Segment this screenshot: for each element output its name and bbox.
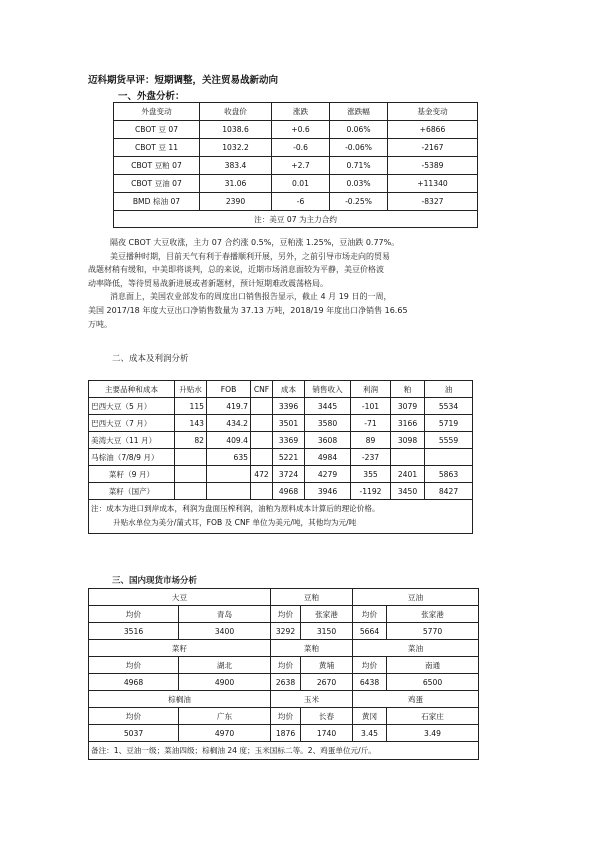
- paragraph-line: 万吨。: [88, 319, 112, 329]
- spot-market-table: [88, 588, 479, 760]
- table-cell: 8427: [425, 483, 473, 500]
- table-cell: [207, 466, 251, 483]
- section3-heading: 三、国内现货市场分析: [112, 576, 198, 586]
- analysis-paragraph: [88, 236, 508, 331]
- table-cell: +11340: [388, 175, 478, 193]
- category-row: [89, 640, 479, 657]
- table-cell: -101: [351, 398, 391, 415]
- table-cell: 4968: [273, 483, 305, 500]
- table-cell: [175, 466, 207, 483]
- table-header-row: [89, 381, 473, 398]
- table-cell: -0.25%: [330, 193, 388, 211]
- table-cell: CBOT 豆油 07: [114, 175, 200, 193]
- column-header: 涨跌: [272, 103, 330, 121]
- value-row: [89, 674, 479, 691]
- category-name: 菜油: [353, 640, 479, 657]
- table-cell: [175, 483, 207, 500]
- category-name: 大豆: [89, 589, 271, 606]
- table-cell: [207, 483, 251, 500]
- table-row: [89, 483, 473, 500]
- table-cell: +0.6: [272, 121, 330, 139]
- column-header: 外盘变动: [114, 103, 200, 121]
- price-value: 6500: [387, 674, 479, 691]
- table-cell: 89: [351, 432, 391, 449]
- column-label: 广东: [179, 708, 271, 725]
- column-label: 湖北: [179, 657, 271, 674]
- table-cell: 5719: [425, 415, 473, 432]
- value-row: [89, 623, 479, 640]
- table-cell: -237: [351, 449, 391, 466]
- paragraph-line: 美豆播种时期，目前天气有利于春播顺利开展，另外，之前引导市场走向的贸易: [110, 251, 390, 261]
- table-cell: -71: [351, 415, 391, 432]
- column-label: 均价: [353, 657, 387, 674]
- table-cell: 5221: [273, 449, 305, 466]
- column-header: 成本: [273, 381, 305, 398]
- table-cell: 3396: [273, 398, 305, 415]
- table-cell: 434.2: [207, 415, 251, 432]
- section2-heading: 二、成本及利润分析: [112, 354, 189, 364]
- price-value: 1876: [271, 725, 301, 742]
- table-cell: 3608: [305, 432, 351, 449]
- table-cell: 0.01: [272, 175, 330, 193]
- category-name: 豆粕: [271, 589, 353, 606]
- table-row: [114, 193, 478, 211]
- label-row: [89, 606, 479, 623]
- price-value: 3.49: [387, 725, 479, 742]
- category-name: 豆油: [353, 589, 479, 606]
- column-header: CNF: [251, 381, 273, 398]
- table-note-row: [89, 500, 473, 534]
- table-cell: +2.7: [272, 157, 330, 175]
- table-cell: 5534: [425, 398, 473, 415]
- price-value: 6438: [353, 674, 387, 691]
- table-cell: +6866: [388, 121, 478, 139]
- table-cell: 5863: [425, 466, 473, 483]
- category-name: 玉米: [271, 691, 353, 708]
- table-cell: 3098: [391, 432, 425, 449]
- column-label: 张家港: [387, 606, 479, 623]
- label-row: [89, 657, 479, 674]
- table-cell: 4279: [305, 466, 351, 483]
- paragraph-line: 美国 2017/18 年度大豆出口净销售数量为 37.13 万吨，2018/19 年度出口净销售 16.65: [88, 305, 408, 315]
- note-line: 注：成本为进口到岸成本，利润为盘面压榨利润，油粕为原料成本计算后的理论价格。: [91, 504, 380, 513]
- table-note-row: [89, 742, 479, 760]
- column-header: FOB: [207, 381, 251, 398]
- column-label: 均价: [271, 606, 301, 623]
- table-cell: 3501: [273, 415, 305, 432]
- table-cell: 巴西大豆（7 月）: [89, 415, 175, 432]
- column-label: 张家港: [301, 606, 353, 623]
- table-header-row: [114, 103, 478, 121]
- table-cell: 3445: [305, 398, 351, 415]
- paragraph-line: 隔夜 CBOT 大豆收涨，主力 07 合约涨 0.5%，豆粕涨 1.25%，豆油跌 0.77%。: [110, 238, 400, 247]
- price-value: 1740: [301, 725, 353, 742]
- table-cell: 0.71%: [330, 157, 388, 175]
- column-header: 油: [425, 381, 473, 398]
- table-cell: [251, 449, 273, 466]
- column-header: 粕: [391, 381, 425, 398]
- table-row: [114, 121, 478, 139]
- table-cell: [251, 432, 273, 449]
- price-value: 5664: [353, 623, 387, 640]
- column-header: 主要品种和成本: [89, 381, 175, 398]
- table-cell: -6: [272, 193, 330, 211]
- column-label: 均价: [89, 657, 179, 674]
- paragraph-line: 消息面上，美国农业部发布的周度出口销售报告显示，截止 4 月 19 日的一周，: [110, 292, 392, 302]
- table-cell: CBOT 豆 07: [114, 121, 200, 139]
- category-row: [89, 691, 479, 708]
- table-cell: 3166: [391, 415, 425, 432]
- table-cell: [425, 449, 473, 466]
- column-label: 均价: [271, 708, 301, 725]
- column-header: 涨跌幅: [330, 103, 388, 121]
- column-label: 黄冈: [353, 708, 387, 725]
- table-row: [89, 449, 473, 466]
- table-cell: -5389: [388, 157, 478, 175]
- category-row: [89, 589, 479, 606]
- column-label: 均价: [89, 708, 179, 725]
- price-value: 5037: [89, 725, 179, 742]
- price-value: 3516: [89, 623, 179, 640]
- table-cell: 4984: [305, 449, 351, 466]
- table-note-row: [114, 211, 478, 228]
- table-cell: 3369: [273, 432, 305, 449]
- table-cell: 409.4: [207, 432, 251, 449]
- table-cell: 1038.6: [200, 121, 272, 139]
- table-row: [114, 139, 478, 157]
- column-header: 收盘价: [200, 103, 272, 121]
- table-cell: 355: [351, 466, 391, 483]
- category-name: 鸡蛋: [353, 691, 479, 708]
- cost-profit-table: [88, 380, 473, 534]
- price-value: 3150: [301, 623, 353, 640]
- category-name: 棕榈油: [89, 691, 271, 708]
- price-value: 4968: [89, 674, 179, 691]
- column-header: 销售收入: [305, 381, 351, 398]
- column-header: 升贴水: [175, 381, 207, 398]
- column-label: 青岛: [179, 606, 271, 623]
- table-cell: -8327: [388, 193, 478, 211]
- table-cell: -1192: [351, 483, 391, 500]
- column-label: 南通: [387, 657, 479, 674]
- price-value: 2638: [271, 674, 301, 691]
- table-row: [89, 398, 473, 415]
- table-cell: 菜籽（9 月）: [89, 466, 175, 483]
- document-title: 迈科期货早评：短期调整，关注贸易战新动向: [88, 75, 279, 86]
- table-cell: [251, 398, 273, 415]
- table-cell: 31.06: [200, 175, 272, 193]
- table-row: [114, 157, 478, 175]
- table-cell: 3450: [391, 483, 425, 500]
- table-cell: [251, 483, 273, 500]
- table-cell: 419.7: [207, 398, 251, 415]
- table-cell: 5559: [425, 432, 473, 449]
- table-row: [89, 432, 473, 449]
- table-cell: [391, 449, 425, 466]
- column-label: 长春: [301, 708, 353, 725]
- column-header: 基金变动: [388, 103, 478, 121]
- price-value: 2670: [301, 674, 353, 691]
- table-note: 注：美豆 07 为主力合约: [114, 211, 478, 228]
- table-cell: 143: [175, 415, 207, 432]
- table-cell: 2401: [391, 466, 425, 483]
- table-cell: 菜籽（国产）: [89, 483, 175, 500]
- table-cell: 3946: [305, 483, 351, 500]
- price-value: 4900: [179, 674, 271, 691]
- column-label: 均价: [271, 657, 301, 674]
- table-cell: 383.4: [200, 157, 272, 175]
- table-cell: 635: [207, 449, 251, 466]
- price-value: 3400: [179, 623, 271, 640]
- table-cell: 115: [175, 398, 207, 415]
- table-cell: 3580: [305, 415, 351, 432]
- value-row: [89, 725, 479, 742]
- category-name: 菜籽: [89, 640, 271, 657]
- table-cell: 472: [251, 466, 273, 483]
- table-cell: -0.6: [272, 139, 330, 157]
- table-cell: 美湾大豆（11 月）: [89, 432, 175, 449]
- table-cell: BMD 棕油 07: [114, 193, 200, 211]
- table-cell: 2390: [200, 193, 272, 211]
- table-cell: -0.06%: [330, 139, 388, 157]
- column-header: 利润: [351, 381, 391, 398]
- table-cell: CBOT 豆粕 07: [114, 157, 200, 175]
- label-row: [89, 708, 479, 725]
- table-note: 备注：1、豆油一级；菜油四级；棕榈油 24 度；玉米国标二等。2、鸡蛋单位元/斤。: [89, 742, 479, 760]
- table-cell: 1032.2: [200, 139, 272, 157]
- table-row: [89, 466, 473, 483]
- section1-heading: 一、外盘分析：: [118, 91, 185, 102]
- table-row: [89, 415, 473, 432]
- table-cell: 3079: [391, 398, 425, 415]
- price-value: 3.45: [353, 725, 387, 742]
- table-cell: CBOT 豆 11: [114, 139, 200, 157]
- column-label: 石家庄: [387, 708, 479, 725]
- table-cell: -2167: [388, 139, 478, 157]
- price-value: 4970: [179, 725, 271, 742]
- table-row: [114, 175, 478, 193]
- table-cell: [251, 415, 273, 432]
- paragraph-line: 战题材稍有缓和，中美即将谈判，总的来说，近期市场消息面较为平静，美豆价格波: [88, 265, 384, 275]
- table-cell: 0.03%: [330, 175, 388, 193]
- price-value: 3292: [271, 623, 301, 640]
- price-value: 5770: [387, 623, 479, 640]
- column-label: 均价: [89, 606, 179, 623]
- table-cell: 82: [175, 432, 207, 449]
- column-label: 黄埔: [301, 657, 353, 674]
- column-label: 均价: [353, 606, 387, 623]
- table-cell: 巴西大豆（5 月）: [89, 398, 175, 415]
- table-cell: 3724: [273, 466, 305, 483]
- table-cell: 马棕油（7/8/9 月）: [89, 449, 175, 466]
- table-cell: 0.06%: [330, 121, 388, 139]
- paragraph-line: 动率降低，等待贸易战新进展或者新题材，预计短期难改震荡格局。: [88, 278, 328, 288]
- category-name: 菜粕: [271, 640, 353, 657]
- table-cell: [175, 449, 207, 466]
- note-line: 升贴水单位为美分/蒲式耳，FOB 及 CNF 单位为美元/吨，其他均为元/吨: [113, 518, 357, 527]
- external-market-table: [113, 102, 478, 228]
- table-note: [89, 500, 473, 534]
